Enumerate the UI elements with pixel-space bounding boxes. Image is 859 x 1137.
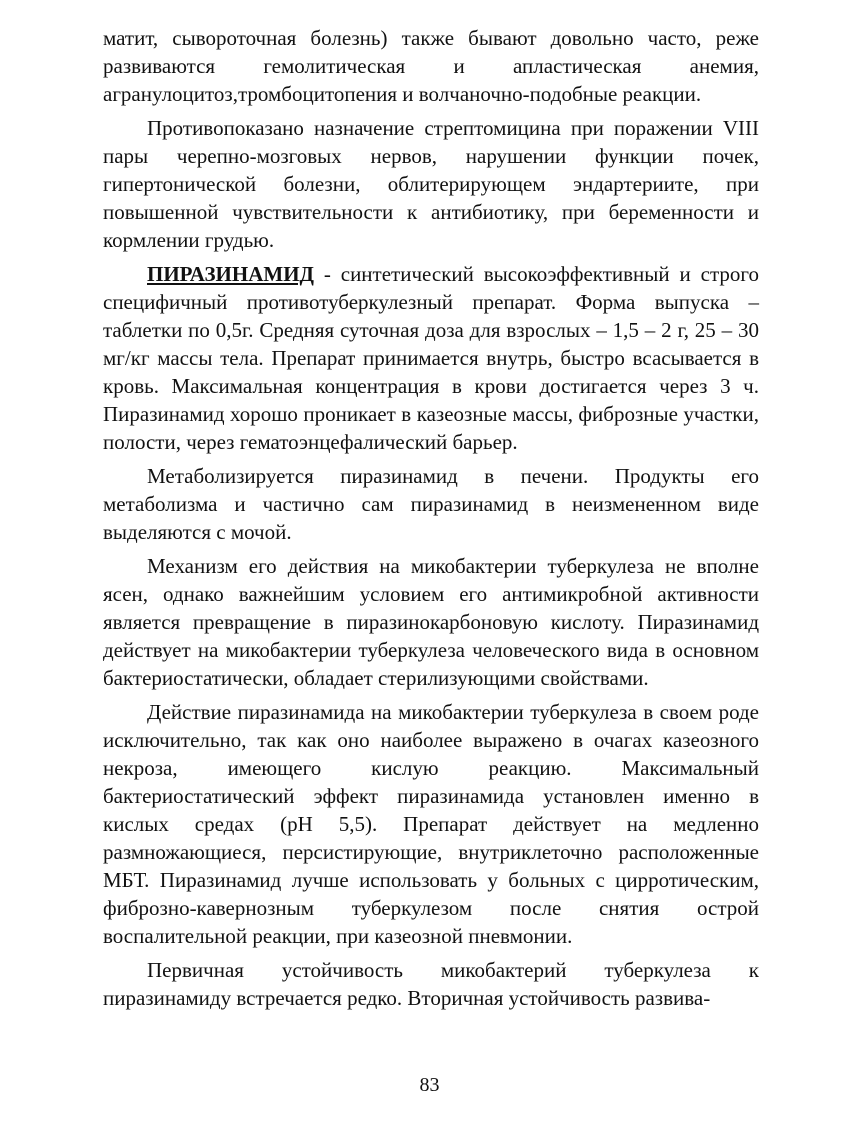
paragraph-text: - синтетический высокоэффективный и строго специфичный противотуберкулезный препарат. Форма выпуска – таблетки по 0,5г. Средняя суточная доза для взрослых – 1,5 – 2 г, 25 – 30 мг/кг массы тела. Препарат принимается внутрь, быстро всасывается в кровь. Максимальная концентрация в крови достигается через 3 ч. Пиразинамид хорошо проникает в казеозные массы, фиброзные участки, полости, через гематоэнцефалический барьер. bbox=[103, 262, 759, 454]
paragraph-7 bbox=[103, 956, 759, 1012]
paragraph-4 bbox=[103, 462, 759, 546]
paragraph-5 bbox=[103, 552, 759, 692]
paragraph-pyrazinamide-definition bbox=[103, 260, 759, 456]
paragraph-2 bbox=[103, 114, 759, 254]
paragraph-text: матит, сывороточная болезнь) также бывают довольно часто, реже развиваются гемолитическая и апластическая анемия, агранулоцитоз,тромбоцитопения и волчаночно-подобные реакции. bbox=[103, 26, 759, 106]
page-body bbox=[103, 24, 759, 1012]
paragraph-text: Первичная устойчивость микобактерий туберкулеза к пиразинамиду встречается редко. Вторичная устойчивость развива- bbox=[103, 958, 759, 1010]
paragraph-text: Противопоказано назначение стрептомицина при поражении VIII пары черепно-мозговых нервов, нарушении функции почек, гипертонической болезни, облитерирующем эндартериите, при повышенной чувствительности к антибиотику, при беременности и кормлении грудью. bbox=[103, 116, 759, 252]
paragraph-text: Метаболизируется пиразинамид в печени. Продукты его метаболизма и частично сам пиразинамид в неизмененном виде выделяются с мочой. bbox=[103, 464, 759, 544]
paragraph-6 bbox=[103, 698, 759, 950]
page-number: 83 bbox=[419, 1074, 440, 1096]
paragraph-1 bbox=[103, 24, 759, 108]
drug-term-heading: ПИРАЗИНАМИД bbox=[147, 262, 314, 286]
paragraph-text: Действие пиразинамида на микобактерии туберкулеза в своем роде исключительно, так как оно наиболее выражено в очагах казеозного некроза, имеющего кислую реакцию. Максимальный бактериостатический эффект пиразинамида установлен именно в кислых средах (рН 5,5). Препарат действует на медленно размножающиеся, персистирующие, внутриклеточно расположенные МБТ. Пиразинамид лучше использовать у больных с цирротическим, фиброзно-кавернозным туберкулезом после снятия острой воспалительной реакции, при казеозной пневмонии. bbox=[103, 700, 759, 948]
paragraph-text: Механизм его действия на микобактерии туберкулеза не вполне ясен, однако важнейшим условием его антимикробной активности является превращение в пиразинокарбоновую кислоту. Пиразинамид действует на микобактерии туберкулеза человеческого вида в основном бактериостатически, обладает стерилизующими свойствами. bbox=[103, 554, 759, 690]
